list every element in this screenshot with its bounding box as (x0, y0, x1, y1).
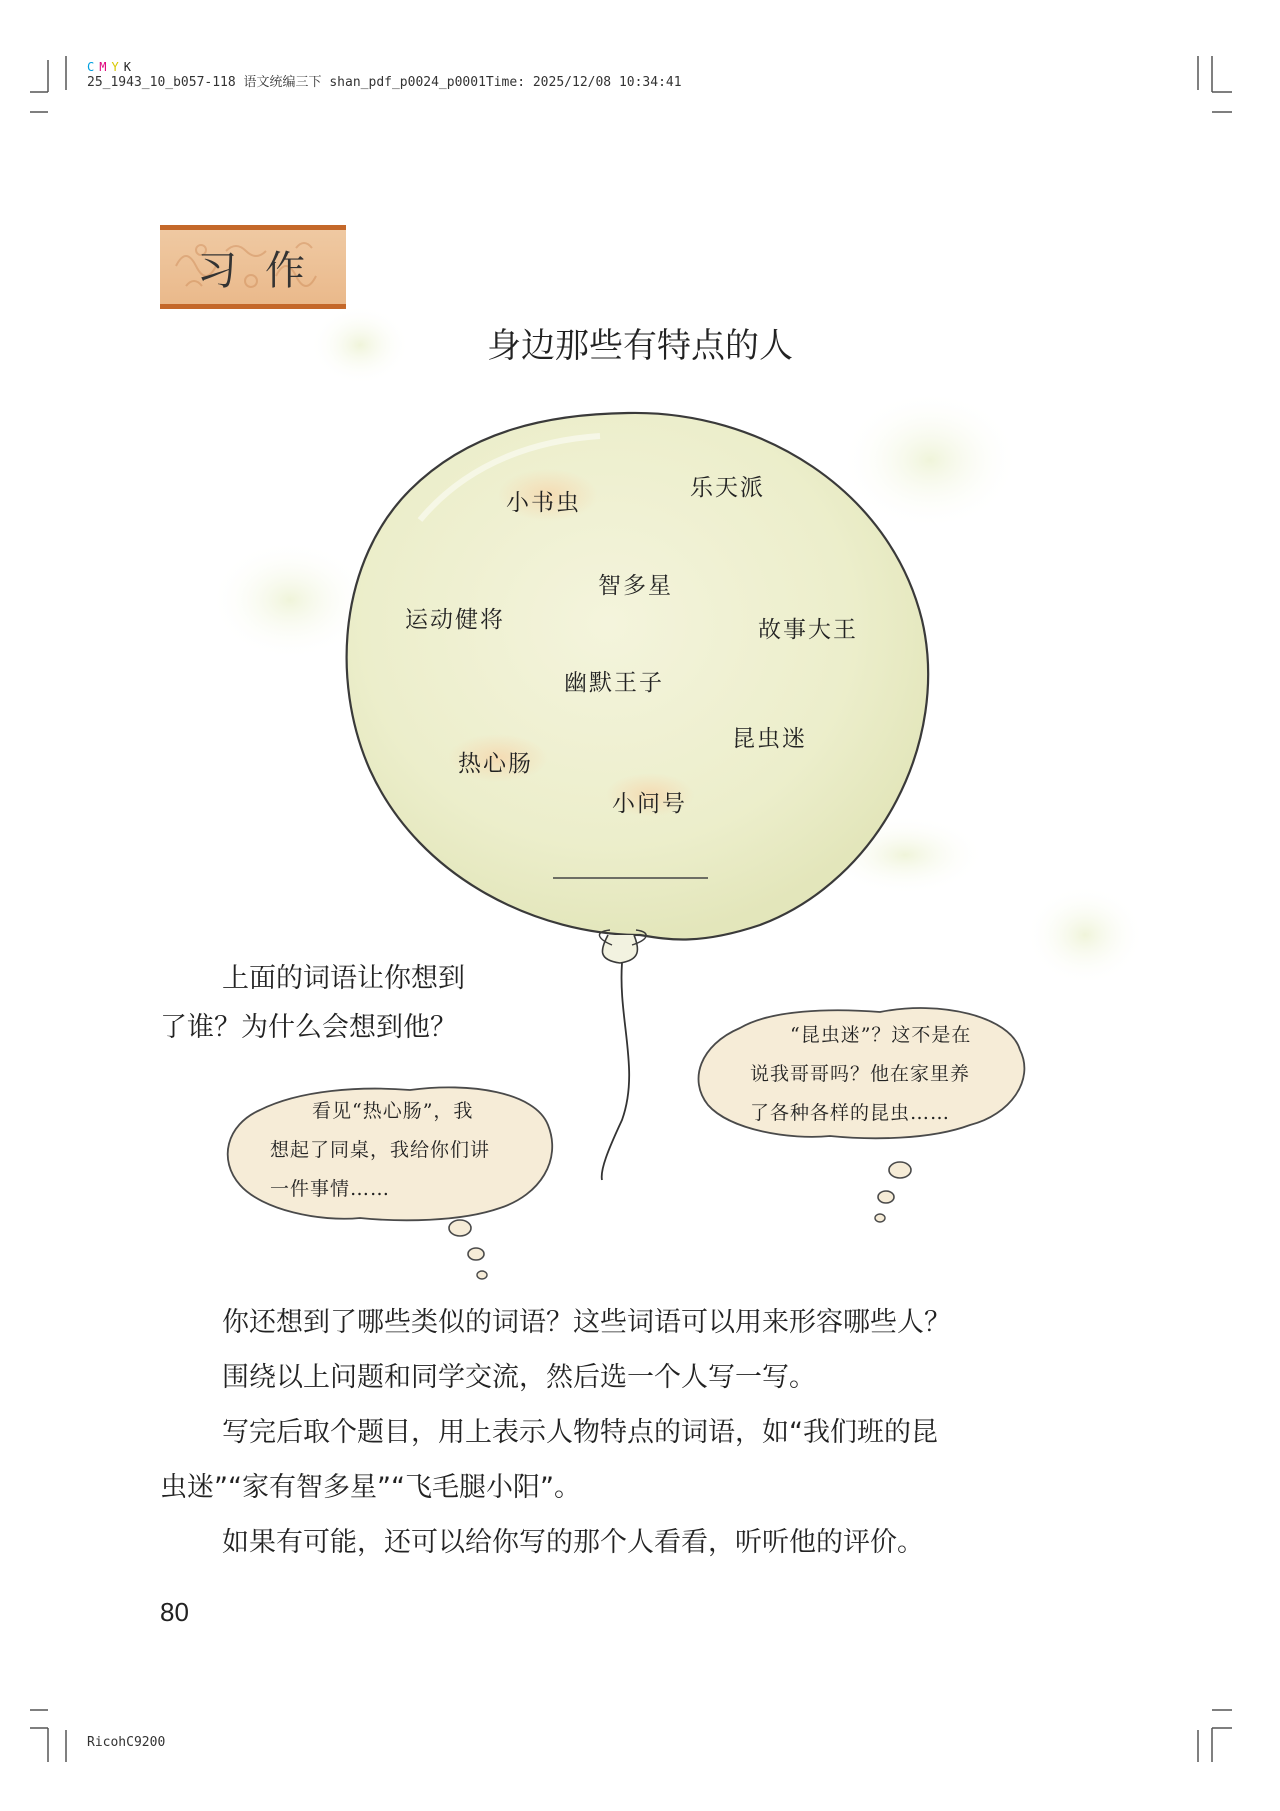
glow-blob (840, 390, 1020, 530)
print-header-line: 25_1943_10_b057-118 语文统编三下 shan_pdf_p0024_p0001Time: 2025/12/08 10:34:41 (87, 75, 682, 90)
thought-dot (468, 1248, 484, 1260)
thought-dot (449, 1220, 471, 1236)
balloon-word: 智多星 (598, 573, 673, 599)
glow-blob (310, 305, 410, 385)
cmyk-k: K (123, 60, 136, 74)
bubble-left-line-1: 看见“热心肠”，我 (312, 1100, 474, 1122)
balloon-word: 小书虫 (506, 490, 581, 516)
balloon-word: 运动健将 (405, 607, 505, 633)
balloon-string (602, 963, 629, 1180)
cmyk-m: M (99, 60, 112, 74)
balloon-word: 幽默王子 (564, 670, 664, 696)
page-number: 80 (160, 1597, 189, 1627)
glow-blob (1025, 885, 1145, 985)
thought-dot (875, 1214, 885, 1222)
paragraph-3-line-2: 虫迷”“家有智多星”“飞毛腿小阳”。 (160, 1472, 581, 1503)
section-label-text: 习作 (197, 247, 333, 294)
question-line-1: 上面的词语让你想到 (222, 963, 465, 994)
cmyk-c: C (87, 60, 100, 74)
bubble-right-line-3: 了各种各样的昆虫…… (750, 1102, 951, 1124)
paragraph-2: 围绕以上问题和同学交流，然后选一个人写一写。 (222, 1362, 816, 1393)
paragraph-3-line-1: 写完后取个题目，用上表示人物特点的词语，如“我们班的昆 (222, 1417, 938, 1448)
cmyk-y: Y (111, 60, 124, 74)
balloon-word: 热心肠 (458, 751, 533, 777)
thought-dot (477, 1271, 487, 1279)
bubble-left-line-3: 一件事情…… (270, 1178, 391, 1200)
question-line-2: 了谁？为什么会想到他？ (160, 1012, 457, 1043)
bubble-right-line-2: 说我哥哥吗？他在家里养 (750, 1063, 971, 1085)
print-footer: RicohC9200 (87, 1735, 166, 1750)
balloon-word: 昆虫迷 (732, 726, 807, 752)
balloon-word: 小问号 (612, 791, 687, 817)
thought-dot (878, 1191, 894, 1203)
balloon-word: 故事大王 (758, 617, 858, 643)
page-title: 身边那些有特点的人 (487, 326, 793, 366)
paragraph-4: 如果有可能，还可以给你写的那个人看看，听听他的评价。 (222, 1527, 924, 1558)
bubble-left-line-2: 想起了同桌，我给你们讲 (270, 1139, 491, 1161)
paragraph-1: 你还想到了哪些类似的词语？这些词语可以用来形容哪些人？ (222, 1307, 951, 1338)
bubble-right-line-1: “昆虫迷”？这不是在 (790, 1024, 972, 1046)
balloon-knot (602, 935, 637, 963)
balloon-word: 乐天派 (690, 475, 765, 501)
thought-dot (889, 1162, 911, 1178)
